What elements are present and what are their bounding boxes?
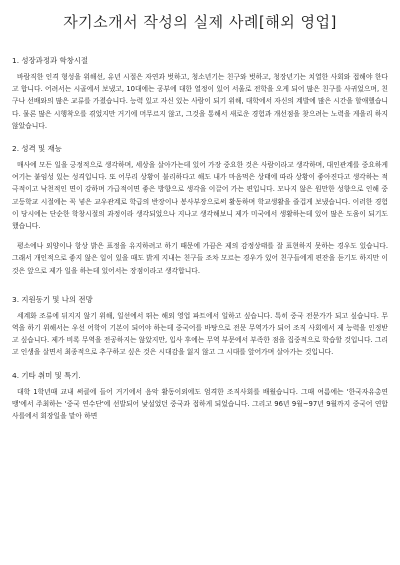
section-growth (12, 56, 388, 132)
page-title: 자기소개서 작성의 실제 사례[해외 영업] (63, 13, 337, 31)
section-hobbies (12, 371, 388, 423)
section-paragraph: 평소에나 외양이나 항상 밝은 표정을 유지하려고 하기 때문에 가끔은 제의 감정상태를 잘 표현하지 못하는 경우도 있습니다. 그래서 개인적으로 좋지 않은 일이 있을 때도 밝게 지내는 친구들 조차 모르는 경우가 있어 친구들에게 편잔을 듣기도 하지만 이것은 앞으로 제가 일을 하는데 있어서는 장점이라고 생각합니다. (12, 242, 388, 275)
section-heading: 3. 지원동기 및 나의 전망 (12, 294, 93, 304)
section-paragraph: 바람직한 인격 형성을 위해선, 유년 시절은 자연과 벗하고, 청소년기는 친구와 벗하고, 청장년기는 치열한 사회와 접해야 한다고 합니다. 어려서는 시골에서 보냈고, 10대에는 공부에 대한 열정이 있어 서울로 전학을 오게 되어 많은 친구를 사귀었으며, 친구나 선배와의 많은 교류를 가졌습니다. 능력 있고 자신 있는 사람이 되기 위해, 대학에서 자신의 계발에 많은 시간을 할애했습니다. 물론 많은 시행착오를 겪었지만 거기에 머무르지 않고, 그것을 통해서 새로운 경험과 개선점을 찾으려는 노력을 게을리 하지 않았습니다. (12, 73, 388, 130)
section-heading: 4. 기타 취미 및 특기. (12, 370, 81, 380)
section-paragraph: 대학 1학년때 교내 써클에 들어 거기에서 음악 활동이외에도 엄격한 조직사회를 배웠습니다. 그때 여름에는 '한국자유총연맹'에서 주최하는 '중국 연수단'에 선발되어 낯설었던 중국과 접하게 되었습니다. 그리고 96년 9월~97년 9월까지 중국어 연합사를에서 회장일을 맡아 하면 (12, 387, 388, 421)
section-personality (12, 144, 388, 277)
section-heading: 2. 성격 및 재능 (12, 144, 62, 154)
section-paragraph: 세계화 조류에 뒤지지 않기 위해, 일선에서 뛰는 해외 영업 파트에서 일하고 싶습니다. 특히 중국 전문가가 되고 싶습니다. 무역을 하기 위해서는 우선 어학이 기본이 되어야 하는데 중국어를 바탕으로 전문 무역가가 되어 조직 사회에서 제 능력을 인정받고 싶습니다. 제가 비록 무역을 전공하지는 않았지만, 입사 후에는 무역 부문에서 부족한 점을 집중적으로 학습할 것입니다. 그리고 인생을 살면서 최종적으로 추구하고 싶은 것은 시대감을 잃지 않고 그 시대를 앞어가며 살아가는 것입니다. (12, 311, 388, 357)
section-paragraph: 매사에 모든 일을 긍정적으로 생각하며, 세상을 살아가는데 있어 가장 중요한 것은 사람이라고 생각하며, 대인관계를 중요하게 여기는 붙임성 있는 성격입니다. 또 어무리 상황이 불리하다고 해도 내가 마음먹은 상태에 따라 상황이 좋아진다고 생각하는 적극적이고 낙천적인 면이 강하며 가급적이면 좋은 방향으로 생각을 이끌어 가는 편입니다. 모나지 않은 원만한 성향으로 인해 중고등학교 시절에는 꼭 넣은 교우관계로 학급의 반장이나 봉사부장으로써 활동하며 학교생활을 즐겁게 보냈습니다. 이러한 경험이 당시에는 단순한 학창시절의 과정이라 생각되었으나 지나고 생각해보니 제가 미국에서 생활하는데 있어 많은 도움이 되기도 했습니다. (12, 161, 388, 231)
section-motivation (12, 295, 388, 359)
section-heading: 1. 성장과정과 학창시절 (12, 56, 89, 65)
